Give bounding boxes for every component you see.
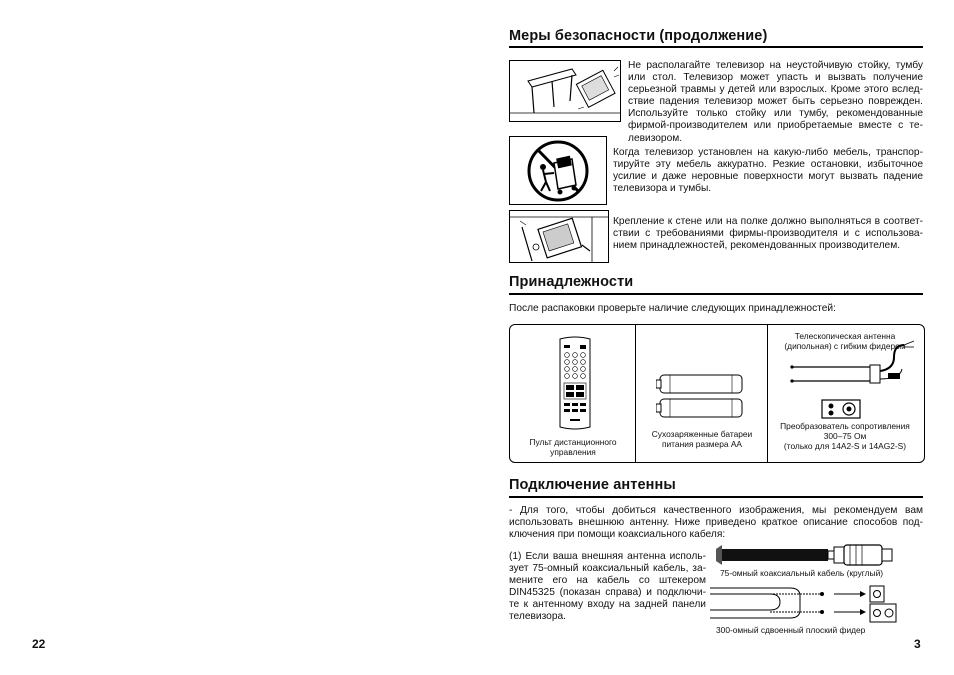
wall-mount-illustration [509, 210, 609, 263]
remote-control-caption: Пульт дистанционного управления [529, 437, 617, 457]
accessories-title: Принадлежности [509, 274, 634, 290]
coax-cable-illustration [716, 541, 894, 569]
safety-title-rule [509, 46, 923, 48]
accessories-divider-1 [635, 325, 636, 462]
accessories-divider-2 [767, 325, 768, 462]
safety-paragraph-2: Когда телевизор установлен на какую-либо мебель, транспор-тируйте эту мебель аккуратно. Резкие остановки, избыточное усилие и даже неровные поверхности могут вызвать падение телевизора и тумбы. [613, 147, 923, 195]
accessories-title-rule [509, 293, 923, 295]
flat-feeder-caption: 300-омный сдвоенный плоский фидер [716, 625, 866, 635]
safety-paragraph-1: Не располагайте телевизор на неустойчивую стойку, тумбу или стол. Телевизор может упасть и вызвать получение серьезной травмы у детей или взрослых. Кроме этого вслед-ствие падения телевизор может быть серьезно поврежден. Используйте только стойку или тумбу, рекомендованные фирмой-производителем или приобретаемые вместе с те-левизором. [628, 60, 923, 144]
antenna-intro: - Для того, чтобы добиться качественного изображения, мы рекомендуем вам использовать внешнюю антенну. Ниже приведено краткое описание способов под-ключения при помощи коаксиального кабеля: [509, 505, 923, 541]
antenna-title: Подключение антенны [509, 477, 676, 493]
telescopic-antenna-illustration [790, 339, 920, 389]
flat-feeder-illustration [710, 584, 898, 624]
impedance-adapter-illustration [821, 399, 861, 419]
unstable-stand-illustration [509, 60, 621, 122]
coax-cable-caption: 75-омный коаксиальный кабель (круглый) [720, 568, 884, 578]
impedance-adapter-caption: Преобразователь сопротивления 300–75 Ом [780, 421, 910, 441]
left-page-number: 22 [32, 637, 46, 651]
safety-paragraph-3: Крепление к стене или на полке должно выполняться в соответ-ствии с требованиями фирмы-производителя и с использова-нием принадлежностей, рекомендованных производителем. [613, 216, 923, 252]
antenna-item-1: (1) Если ваша внешняя антенна исполь-зует 75-омный коаксиальный кабель, за-мените его на кабель со штекером DIN45325 (показан справа) и подключи-те к антенному входу на задней панели телевизора. [509, 551, 706, 623]
safety-title: Меры безопасности (продолжение) [509, 28, 768, 44]
remote-control-illustration [555, 335, 595, 431]
right-page-number: 3 [914, 637, 921, 651]
accessories-intro: После распаковки проверьте наличие следующих принадлежностей: [509, 303, 836, 314]
impedance-adapter-models: (только для 14A2-S и 14AG2-S) [783, 441, 907, 451]
antenna-caption: Телескопическая антенна (дипольная) с гибким фидером [784, 331, 906, 351]
antenna-title-rule [509, 496, 923, 498]
batteries-illustration [656, 371, 748, 421]
accessories-box [509, 324, 925, 463]
cart-warning-illustration [509, 136, 607, 205]
batteries-caption: Сухозаряженные батареи питания размера АА [651, 429, 753, 449]
